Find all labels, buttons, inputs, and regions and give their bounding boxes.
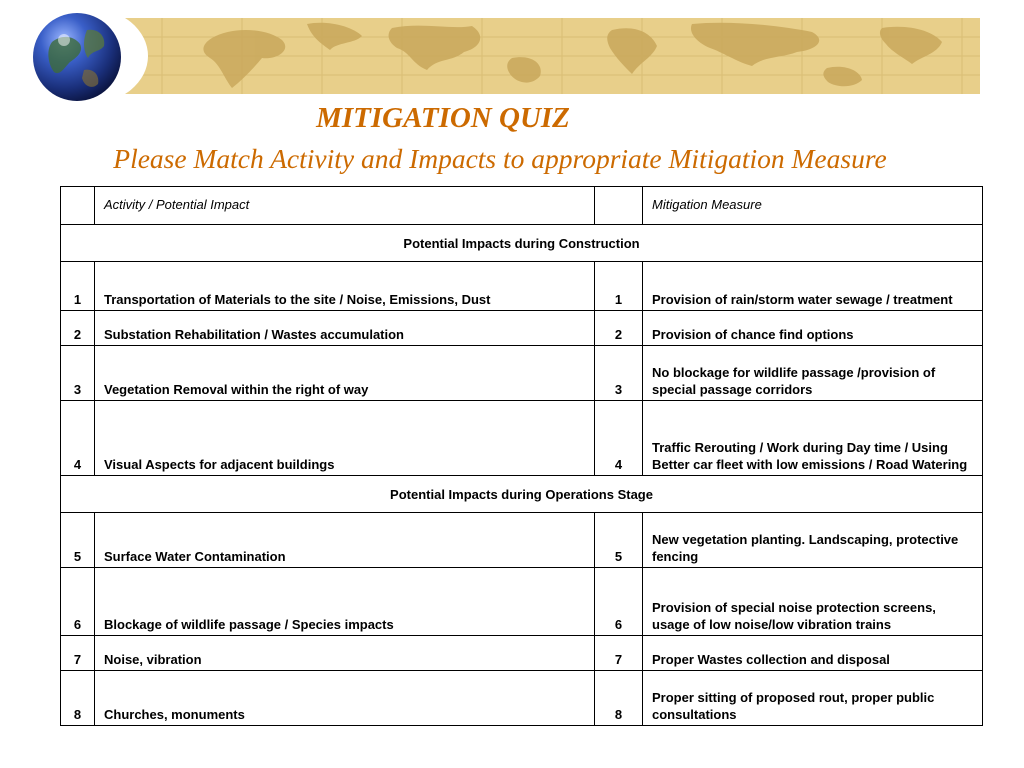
table-row: [61, 401, 983, 476]
activity-cell: Visual Aspects for adjacent buildings: [95, 401, 595, 476]
table-header-row: [61, 187, 983, 225]
header-mnum-cell: [595, 187, 643, 225]
world-map-banner: [92, 18, 980, 94]
mitigation-cell: Proper sitting of proposed rout, proper public consultations: [643, 671, 983, 726]
table-row: [61, 262, 983, 311]
mitigation-cell: Traffic Rerouting / Work during Day time / Using Better car fleet with low emissions / Road Watering: [643, 401, 983, 476]
activity-number: 5: [61, 513, 95, 568]
mitigation-number: 8: [595, 671, 643, 726]
slide-subtitle: Please Match Activity and Impacts to appropriate Mitigation Measure: [113, 143, 887, 174]
mitigation-cell: Provision of rain/storm water sewage / treatment: [643, 262, 983, 311]
activity-cell: Vegetation Removal within the right of way: [95, 346, 595, 401]
activity-number: 1: [61, 262, 95, 311]
activity-cell: Substation Rehabilitation / Wastes accumulation: [95, 311, 595, 346]
activity-number: 2: [61, 311, 95, 346]
activity-number: 3: [61, 346, 95, 401]
section-row: [61, 225, 983, 262]
activity-number: 7: [61, 636, 95, 671]
activity-cell: Noise, vibration: [95, 636, 595, 671]
mitigation-number: 2: [595, 311, 643, 346]
activity-number: 6: [61, 568, 95, 636]
mitigation-number: 6: [595, 568, 643, 636]
header-num-cell: [61, 187, 95, 225]
mitigation-cell: No blockage for wildlife passage /provision of special passage corridors: [643, 346, 983, 401]
table-row: [61, 346, 983, 401]
mitigation-cell: New vegetation planting. Landscaping, protective fencing: [643, 513, 983, 568]
activity-number: 4: [61, 401, 95, 476]
mitigation-cell: Provision of chance find options: [643, 311, 983, 346]
section-row: [61, 476, 983, 513]
activity-cell: Surface Water Contamination: [95, 513, 595, 568]
slide-title: MITIGATION QUIZ: [316, 102, 570, 134]
activity-cell: Transportation of Materials to the site / Noise, Emissions, Dust: [95, 262, 595, 311]
mitigation-number: 7: [595, 636, 643, 671]
mitigation-number: 5: [595, 513, 643, 568]
header-activity: Activity / Potential Impact: [95, 187, 595, 225]
mitigation-number: 3: [595, 346, 643, 401]
table-row: [61, 568, 983, 636]
activity-number: 8: [61, 671, 95, 726]
table-row: [61, 671, 983, 726]
activity-cell: Blockage of wildlife passage / Species impacts: [95, 568, 595, 636]
section-title-construction: Potential Impacts during Construction: [61, 225, 983, 262]
table-row: [61, 636, 983, 671]
mitigation-number: 4: [595, 401, 643, 476]
globe-icon: [32, 12, 122, 102]
mitigation-quiz-table: [60, 186, 983, 726]
section-title-operations: Potential Impacts during Operations Stage: [61, 476, 983, 513]
mitigation-cell: Proper Wastes collection and disposal: [643, 636, 983, 671]
table-row: [61, 513, 983, 568]
world-map-graphic: [92, 18, 980, 94]
mitigation-cell: Provision of special noise protection screens, usage of low noise/low vibration trains: [643, 568, 983, 636]
activity-cell: Churches, monuments: [95, 671, 595, 726]
table-row: [61, 311, 983, 346]
header-mitigation: Mitigation Measure: [643, 187, 983, 225]
mitigation-number: 1: [595, 262, 643, 311]
